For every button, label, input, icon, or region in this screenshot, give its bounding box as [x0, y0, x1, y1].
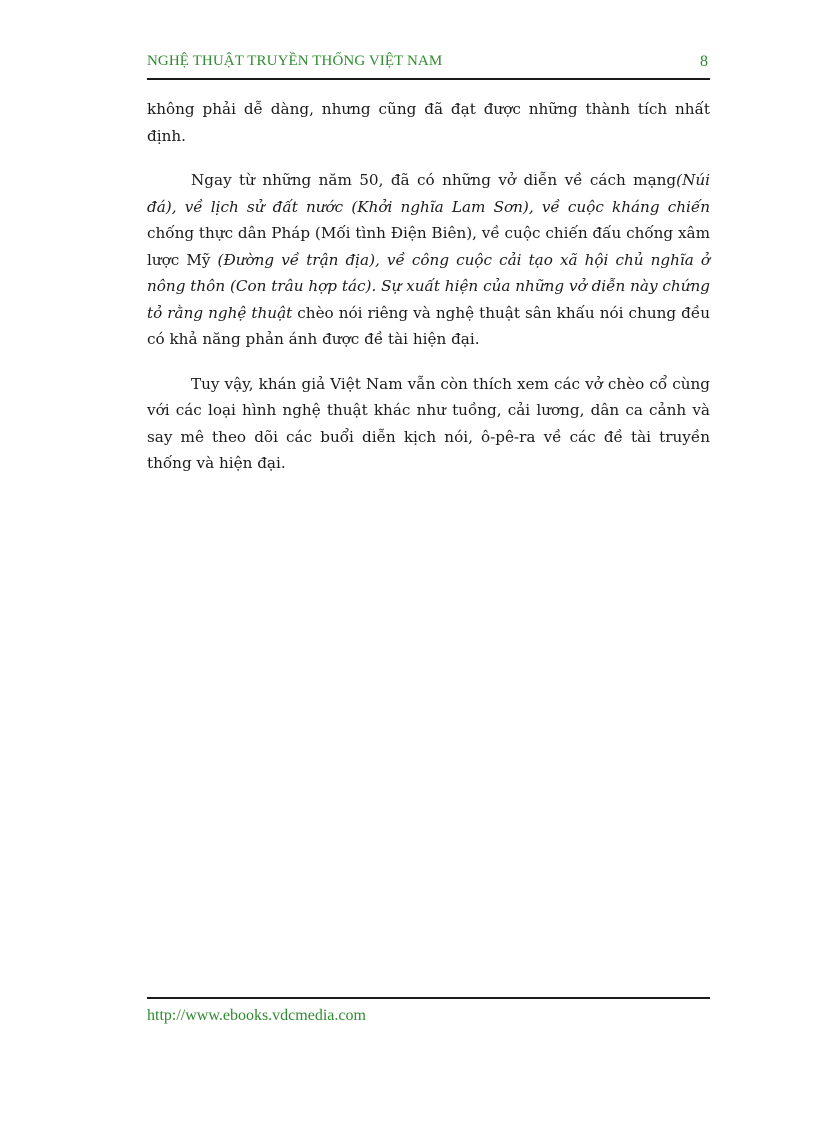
- book-title: NGHỆ THUẬT TRUYỀN THỐNG VIỆT NAM: [147, 53, 443, 69]
- italic-span: (Đường về trận địa), về công cuộc cải tạo xã hội chủ nghĩa ở nông thôn (Con trâu hợp tác). Sự xuất hiện của những vở diễn này chứng tỏ rằng nghệ thuật: [147, 250, 710, 322]
- paragraph-continued: không phải dễ dàng, nhưng cũng đã đạt được những thành tích nhất định.: [147, 100, 710, 145]
- italic-span: (Núi đá), về lịch sử đất nước (Khởi nghĩa Lam Sơn), về cuộc kháng chiến: [147, 171, 710, 216]
- paragraph-audience: Tuy vậy, khán giả Việt Nam vẫn còn thích xem các vở chèo cổ cùng với các loại hình nghệ thuật khác như tuồng, cải lương, dân ca cảnh và say mê theo dõi các buổi diễn kịch nói, ô-pê-ra về các đề tài truyền thống và hiện đại.: [147, 374, 710, 472]
- paragraph-modern-plays: [147, 167, 710, 353]
- page-number: 8: [700, 53, 708, 70]
- footer-divider: [147, 997, 710, 999]
- text-span: Ngay từ những năm 50, đã có những vở diễn về cách mạng: [191, 171, 677, 189]
- text-span: chống thực dân Pháp (Mối tình Điện Biên), về cuộc chiến đấu chống xâm lược Mỹ: [147, 224, 710, 269]
- footer-website-link[interactable]: http://www.ebooks.vdcmedia.com: [147, 1007, 366, 1024]
- body-text: [147, 96, 710, 495]
- page-header: [147, 52, 710, 80]
- text-span: chèo nói riêng và nghệ thuật sân khấu nói chung đều có khả năng phản ánh được đề tài hiện đại.: [147, 303, 710, 348]
